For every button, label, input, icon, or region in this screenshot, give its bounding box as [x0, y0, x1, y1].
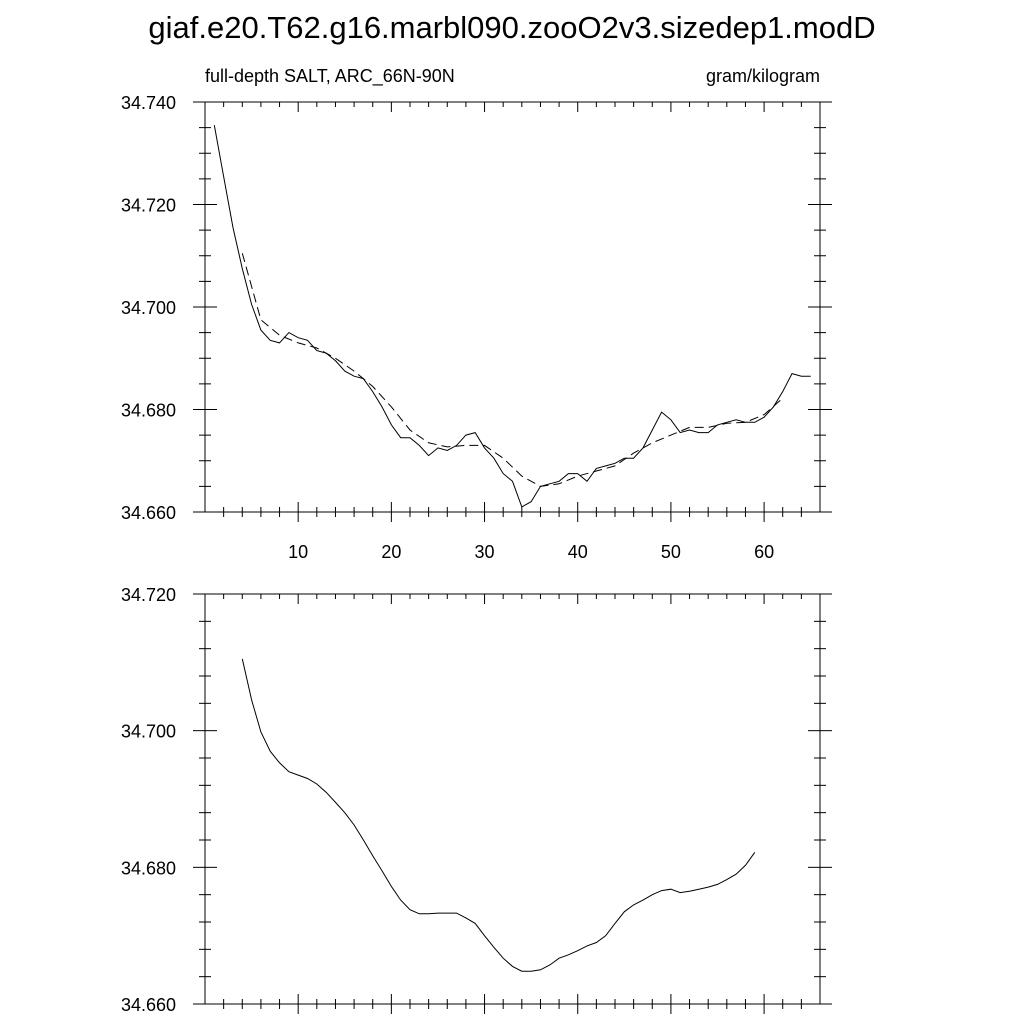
top-panel-subtitle-right: gram/kilogram	[705, 66, 820, 86]
top-x-tick-label: 60	[754, 542, 775, 562]
chart-title: giaf.e20.T62.g16.marbl090.zooO2v3.sizedep1.modD	[148, 10, 876, 45]
top-x-tick-label: 10	[288, 542, 309, 562]
bottom-y-tick-label: 34.660	[120, 995, 176, 1015]
bottom-series-line-solid	[242, 659, 755, 971]
bottom-y-tick-label: 34.720	[120, 585, 176, 605]
top-y-tick-label: 34.660	[120, 503, 176, 523]
top-x-tick-label: 30	[474, 542, 495, 562]
top-panel	[121, 66, 832, 562]
top-panel-frame	[205, 102, 820, 512]
top-y-tick-label: 34.740	[120, 93, 176, 113]
bottom-panel	[121, 585, 832, 1015]
top-y-tick-label: 34.680	[120, 400, 176, 421]
top-x-tick-label: 20	[381, 542, 402, 562]
top-x-tick-label: 50	[660, 542, 681, 562]
top-y-tick-label: 34.700	[120, 298, 176, 318]
top-x-tick-label: 40	[567, 542, 588, 562]
top-y-tick-label: 34.720	[120, 195, 176, 216]
top-series-line-solid	[214, 125, 810, 507]
top-panel-subtitle-left: full-depth SALT, ARC_66N-90N	[205, 66, 455, 86]
top-series-line-dashed	[242, 253, 782, 486]
bottom-y-tick-label: 34.700	[120, 721, 176, 742]
bottom-panel-frame	[205, 594, 820, 1004]
bottom-y-tick-label: 34.680	[120, 858, 176, 879]
